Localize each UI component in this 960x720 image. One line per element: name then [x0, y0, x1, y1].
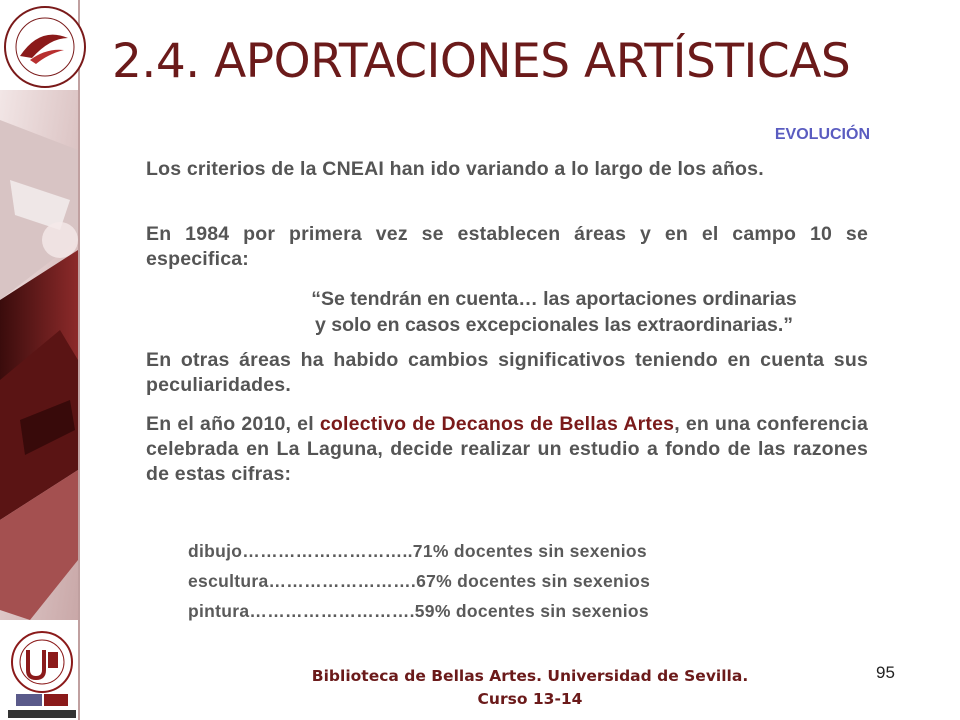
- stat-row-dibujo: dibujo………………………..71% docentes sin sexenios: [188, 541, 647, 561]
- page-number: 95: [876, 663, 895, 682]
- stat-row-escultura: escultura…………………….67% docentes sin sexenios: [188, 571, 651, 591]
- facultad-bellas-artes-logo: [2, 628, 82, 720]
- biblioteca-bellas-artes-logo: [2, 4, 88, 90]
- footer-library-line: Biblioteca de Bellas Artes. Universidad de Sevilla.: [311, 667, 749, 685]
- quote-line-2: y solo en casos excepcionales las extraordinarias.”: [315, 314, 793, 336]
- paragraph-other-areas: En otras áreas ha habido cambios significativos teniendo en cuenta sus peculiaridades.: [146, 349, 868, 396]
- sexenios-stats-list: [188, 536, 788, 626]
- stat-row-pintura: pintura……………………….59% docentes sin sexenios: [188, 601, 649, 621]
- paragraph-1984-areas: En 1984 por primera vez se establecen áreas y en el campo 10 se especifica:: [146, 223, 868, 270]
- paragraph-2010-start: En el año 2010, el: [146, 413, 320, 435]
- decanos-highlight: colectivo de Decanos de Bellas Artes: [319, 413, 675, 435]
- quote-block: [240, 286, 868, 338]
- slide-title: 2.4. APORTACIONES ARTÍSTICAS: [112, 34, 851, 89]
- paragraph-2010-decanos: [146, 412, 868, 487]
- quote-line-1: “Se tendrán en cuenta… las aportaciones ordinarias: [311, 288, 797, 310]
- paragraph-2010-end: , en una conferencia celebrada en La Laguna, decide realizar un estudio a fondo de las razones de estas cifras:: [146, 413, 868, 485]
- footer-course-line: Curso 13-14: [477, 690, 583, 708]
- side-decorative-artwork: [0, 0, 80, 720]
- paragraph-cneai-criteria: Los criterios de la CNEAI han ido variando a lo largo de los años.: [146, 158, 764, 180]
- section-label: EVOLUCIÓN: [774, 126, 870, 143]
